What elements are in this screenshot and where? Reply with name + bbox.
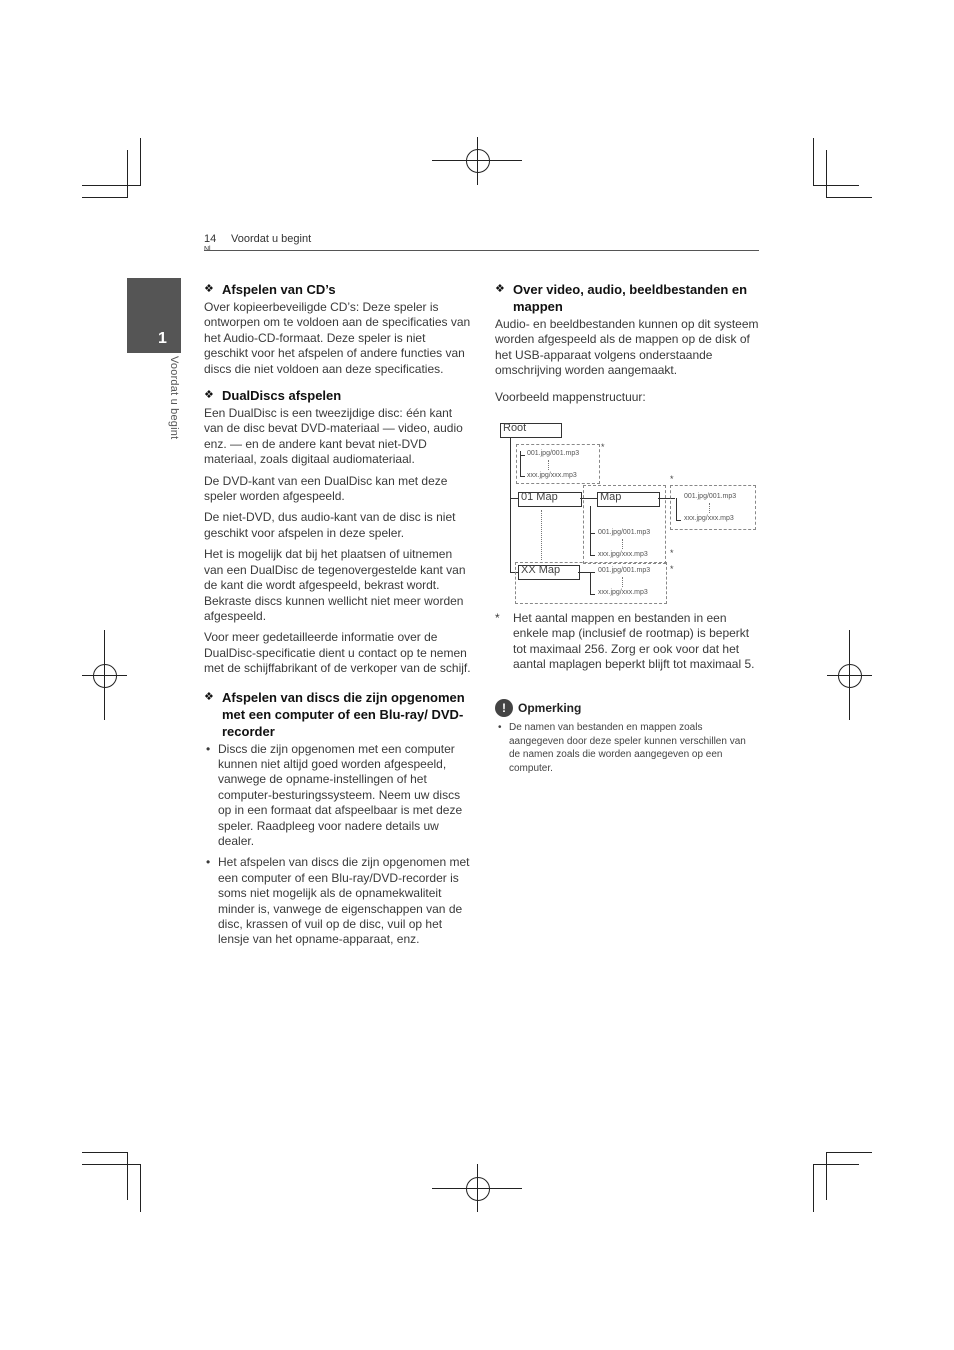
footnote-text: Het aantal mappen en bestanden in een enkele map (inclusief de rootmap) is beperkt tot maximaal 256. Zorg er ook voor dat het aantal maplagen beperkt blijft tot maximaal 5. [513, 611, 755, 672]
chapter-tab [127, 278, 181, 353]
page-number: 14 [204, 233, 217, 245]
asterisk: * [601, 442, 605, 452]
list-item: • Het afspelen van discs die zijn opgenomen met een computer of een Blu-ray/DVD-recorder is soms niet mogelijk als de opnamekwaliteit minder is, vanwege de eigenschappen van de disc, krassen of vuil op de disc, vuil op het lensje van het opname-apparaat, enz. [204, 855, 472, 947]
paragraph: Over kopieerbeveiligde CD’s: Deze speler is ontworpen om te voldoen aan de specificaties van het Audio-CD-formaat. Deze speler is niet geschikt voor het afspelen of andere functies van discs die niet voldoen aan deze specificaties. [204, 300, 471, 376]
file-name: xxx.jpg/xxx.mp3 [598, 589, 648, 596]
file-name: xxx.jpg/xxx.mp3 [598, 551, 648, 558]
folder-xx-label: XX Map [521, 564, 561, 576]
chapter-number: 1 [158, 330, 167, 347]
list-item: • Discs die zijn opgenomen met een computer kunnen niet altijd goed worden afgespeeld, vanwege de opname-instellingen of het computer-besturingssysteem. Neem uw discs op in een formaat dat afspeelbaar is met deze speler. Raadpleeg voor nadere details uw dealer. [204, 742, 472, 850]
diamond-icon: ❖ [204, 690, 214, 703]
file-name: 001.jpg/001.mp3 [527, 450, 580, 457]
alert-icon: ! [495, 699, 513, 717]
file-name: xxx.jpg/xxx.mp3 [684, 515, 734, 522]
paragraph: Het is mogelijk dat bij het plaatsen of uitnemen van een DualDisc de tegenovergestelde kant van de kant die wordt afgespeeld, bekrast wordt. Bekraste discs kunnen wellicht niet meer worden afgespeeld. [204, 547, 466, 623]
asterisk: * [670, 474, 674, 484]
section-heading: ❖ DualDiscs afspelen [204, 388, 342, 404]
file-name: 001.jpg/001.mp3 [598, 529, 651, 536]
diamond-icon: ❖ [495, 283, 505, 295]
section-heading: ❖ Afspelen van CD’s [204, 282, 336, 297]
paragraph: De niet-DVD, dus audio-kant van de disc is niet geschikt voor afspelen in deze speler. [204, 510, 456, 540]
left-column [204, 281, 472, 954]
example-label: Voorbeeld mappenstructuur: [495, 389, 646, 404]
root-folder-label: Root [503, 422, 527, 434]
paragraph: Audio- en beeldbestanden kunnen op dit systeem worden afgespeeld als de mappen op de disk of het USB-apparaat volgens onderstaande omschrijving worden aangemaakt. [495, 317, 759, 378]
diamond-icon: ❖ [204, 389, 214, 402]
footnote [495, 611, 759, 673]
section-heading: ❖ Over video, audio, beeldbestanden en mappen [495, 282, 748, 314]
paragraph: Voor meer gedetailleerde informatie over de DualDisc-specificatie dient u contact op te nemen met de schijffabrikant of de verkoper van de schijf. [204, 630, 471, 676]
header-rule [204, 250, 759, 251]
file-name: 001.jpg/001.mp3 [598, 567, 651, 574]
bullet-list [496, 721, 751, 775]
footnote-mark: * [495, 611, 500, 625]
list-item: • De namen van bestanden en mappen zoals aangegeven door deze speler kunnen verschillen van de namen zoals die worden aangegeven op een computer. [496, 721, 751, 775]
asterisk: * [670, 548, 674, 558]
folder-01-label: 01 Map [521, 491, 558, 503]
note-title: Opmerking [518, 701, 582, 715]
asterisk: * [670, 564, 674, 574]
subfolder-files-group [670, 485, 756, 530]
section-heading: ❖ Afspelen van discs die zijn opgenomen met een computer of een Blu-ray/ DVD-recorder [204, 689, 465, 739]
file-name: 001.jpg/001.mp3 [684, 493, 737, 500]
section-title: Voordat u begint [231, 233, 312, 245]
chapter-tab-label: Voordat u begint [168, 356, 180, 440]
diamond-icon: ❖ [204, 283, 214, 295]
right-column [495, 281, 759, 411]
paragraph: Een DualDisc is een tweezijdige disc: één kant van de disc bevat DVD-materiaal — video, audio enz. — en de andere kant bevat niet-DVD materiaal, zoals digitaal audiomateriaal. [204, 406, 463, 467]
bullet-list [204, 742, 472, 948]
paragraph: De DVD-kant van een DualDisc kan met deze speler worden afgespeeld. [204, 473, 448, 504]
subfolder-label: Map [600, 491, 622, 503]
file-name: xxx.jpg/xxx.mp3 [527, 472, 577, 479]
note-body [496, 721, 751, 775]
